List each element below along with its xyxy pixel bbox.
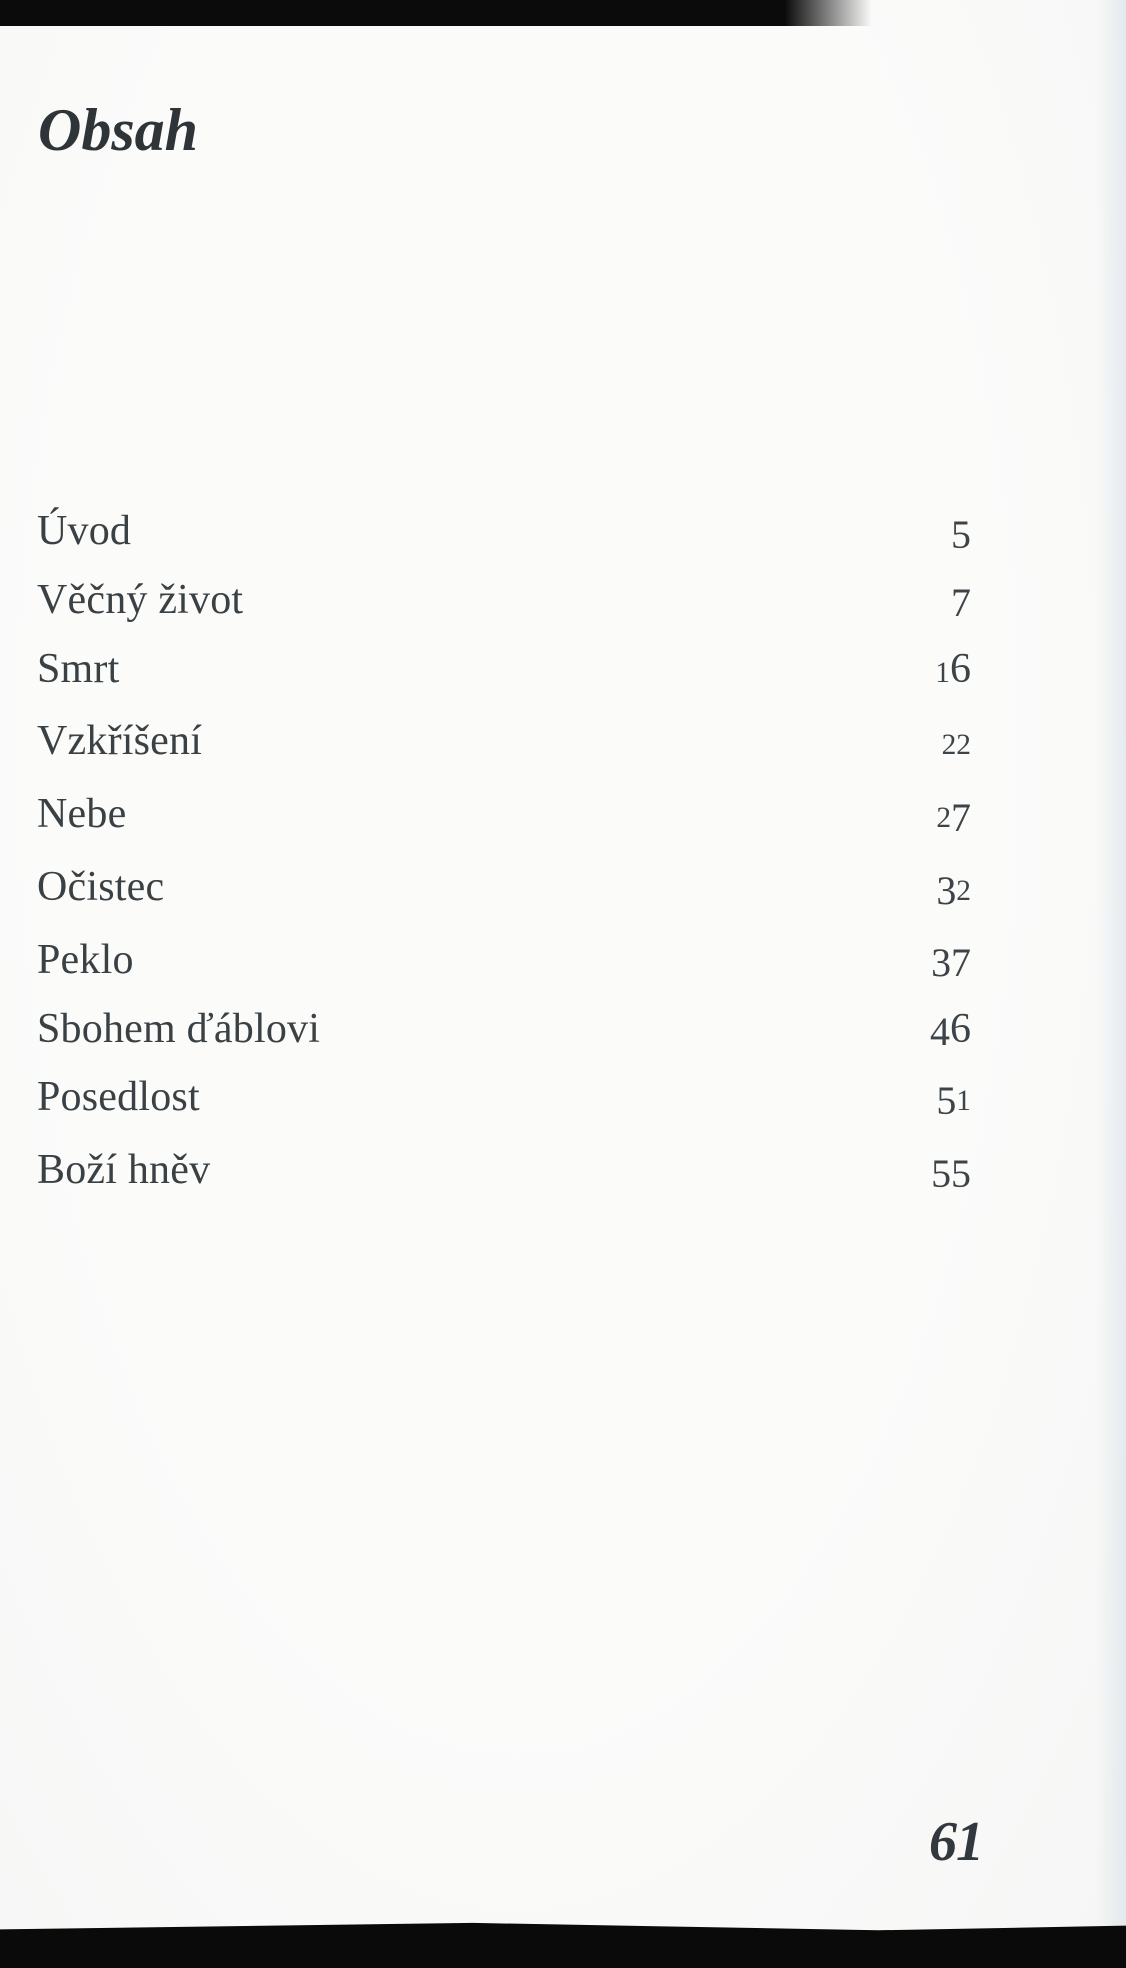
toc-entry-page-number: 16 xyxy=(935,645,971,692)
toc-entry xyxy=(37,1063,971,1136)
toc-entry-label: Smrt xyxy=(37,645,120,692)
scan-edge-bottom-bar xyxy=(0,1922,1126,1968)
toc-entry-label: Očistec xyxy=(37,863,165,910)
toc-entry xyxy=(37,497,971,566)
toc-entry-page-number: 32 xyxy=(936,867,971,913)
toc-entry xyxy=(37,707,971,780)
toc-entry-label: Úvod xyxy=(37,508,132,554)
toc-entry xyxy=(37,995,971,1064)
toc-entry xyxy=(37,635,971,708)
toc-list xyxy=(37,497,971,1205)
page-title: Obsah xyxy=(38,97,199,163)
toc-entry-label: Posedlost xyxy=(37,1074,200,1121)
toc-entry-label: Věčný život xyxy=(37,576,244,623)
toc-entry xyxy=(37,566,971,635)
toc-entry-page-number: 46 xyxy=(930,1005,971,1055)
toc-entry-page-number: 27 xyxy=(936,794,971,840)
toc-entry xyxy=(37,853,971,926)
toc-entry-page-number: 37 xyxy=(931,940,971,986)
toc-entry xyxy=(37,926,971,995)
toc-entry-page-number: 51 xyxy=(936,1077,971,1123)
toc-entry-page-number: 5 xyxy=(951,511,971,557)
toc-entry-label: Vzkříšení xyxy=(37,718,203,765)
toc-entry-label: Peklo xyxy=(37,936,134,983)
page-edge-shadow xyxy=(1096,0,1126,1968)
toc-entry-page-number: 22 xyxy=(941,729,971,762)
toc-entry xyxy=(37,780,971,853)
toc-entry-label: Nebe xyxy=(37,791,127,838)
toc-entry-page-number: 7 xyxy=(951,580,971,626)
toc-entry xyxy=(37,1136,971,1205)
toc-entry-page-number: 55 xyxy=(931,1150,971,1196)
scan-edge-top-bar xyxy=(0,0,872,26)
toc-entry-label: Sbohem ďáblovi xyxy=(37,1005,321,1052)
page-number: 61 xyxy=(929,1811,983,1873)
toc-entry-label: Boží hněv xyxy=(37,1147,211,1194)
